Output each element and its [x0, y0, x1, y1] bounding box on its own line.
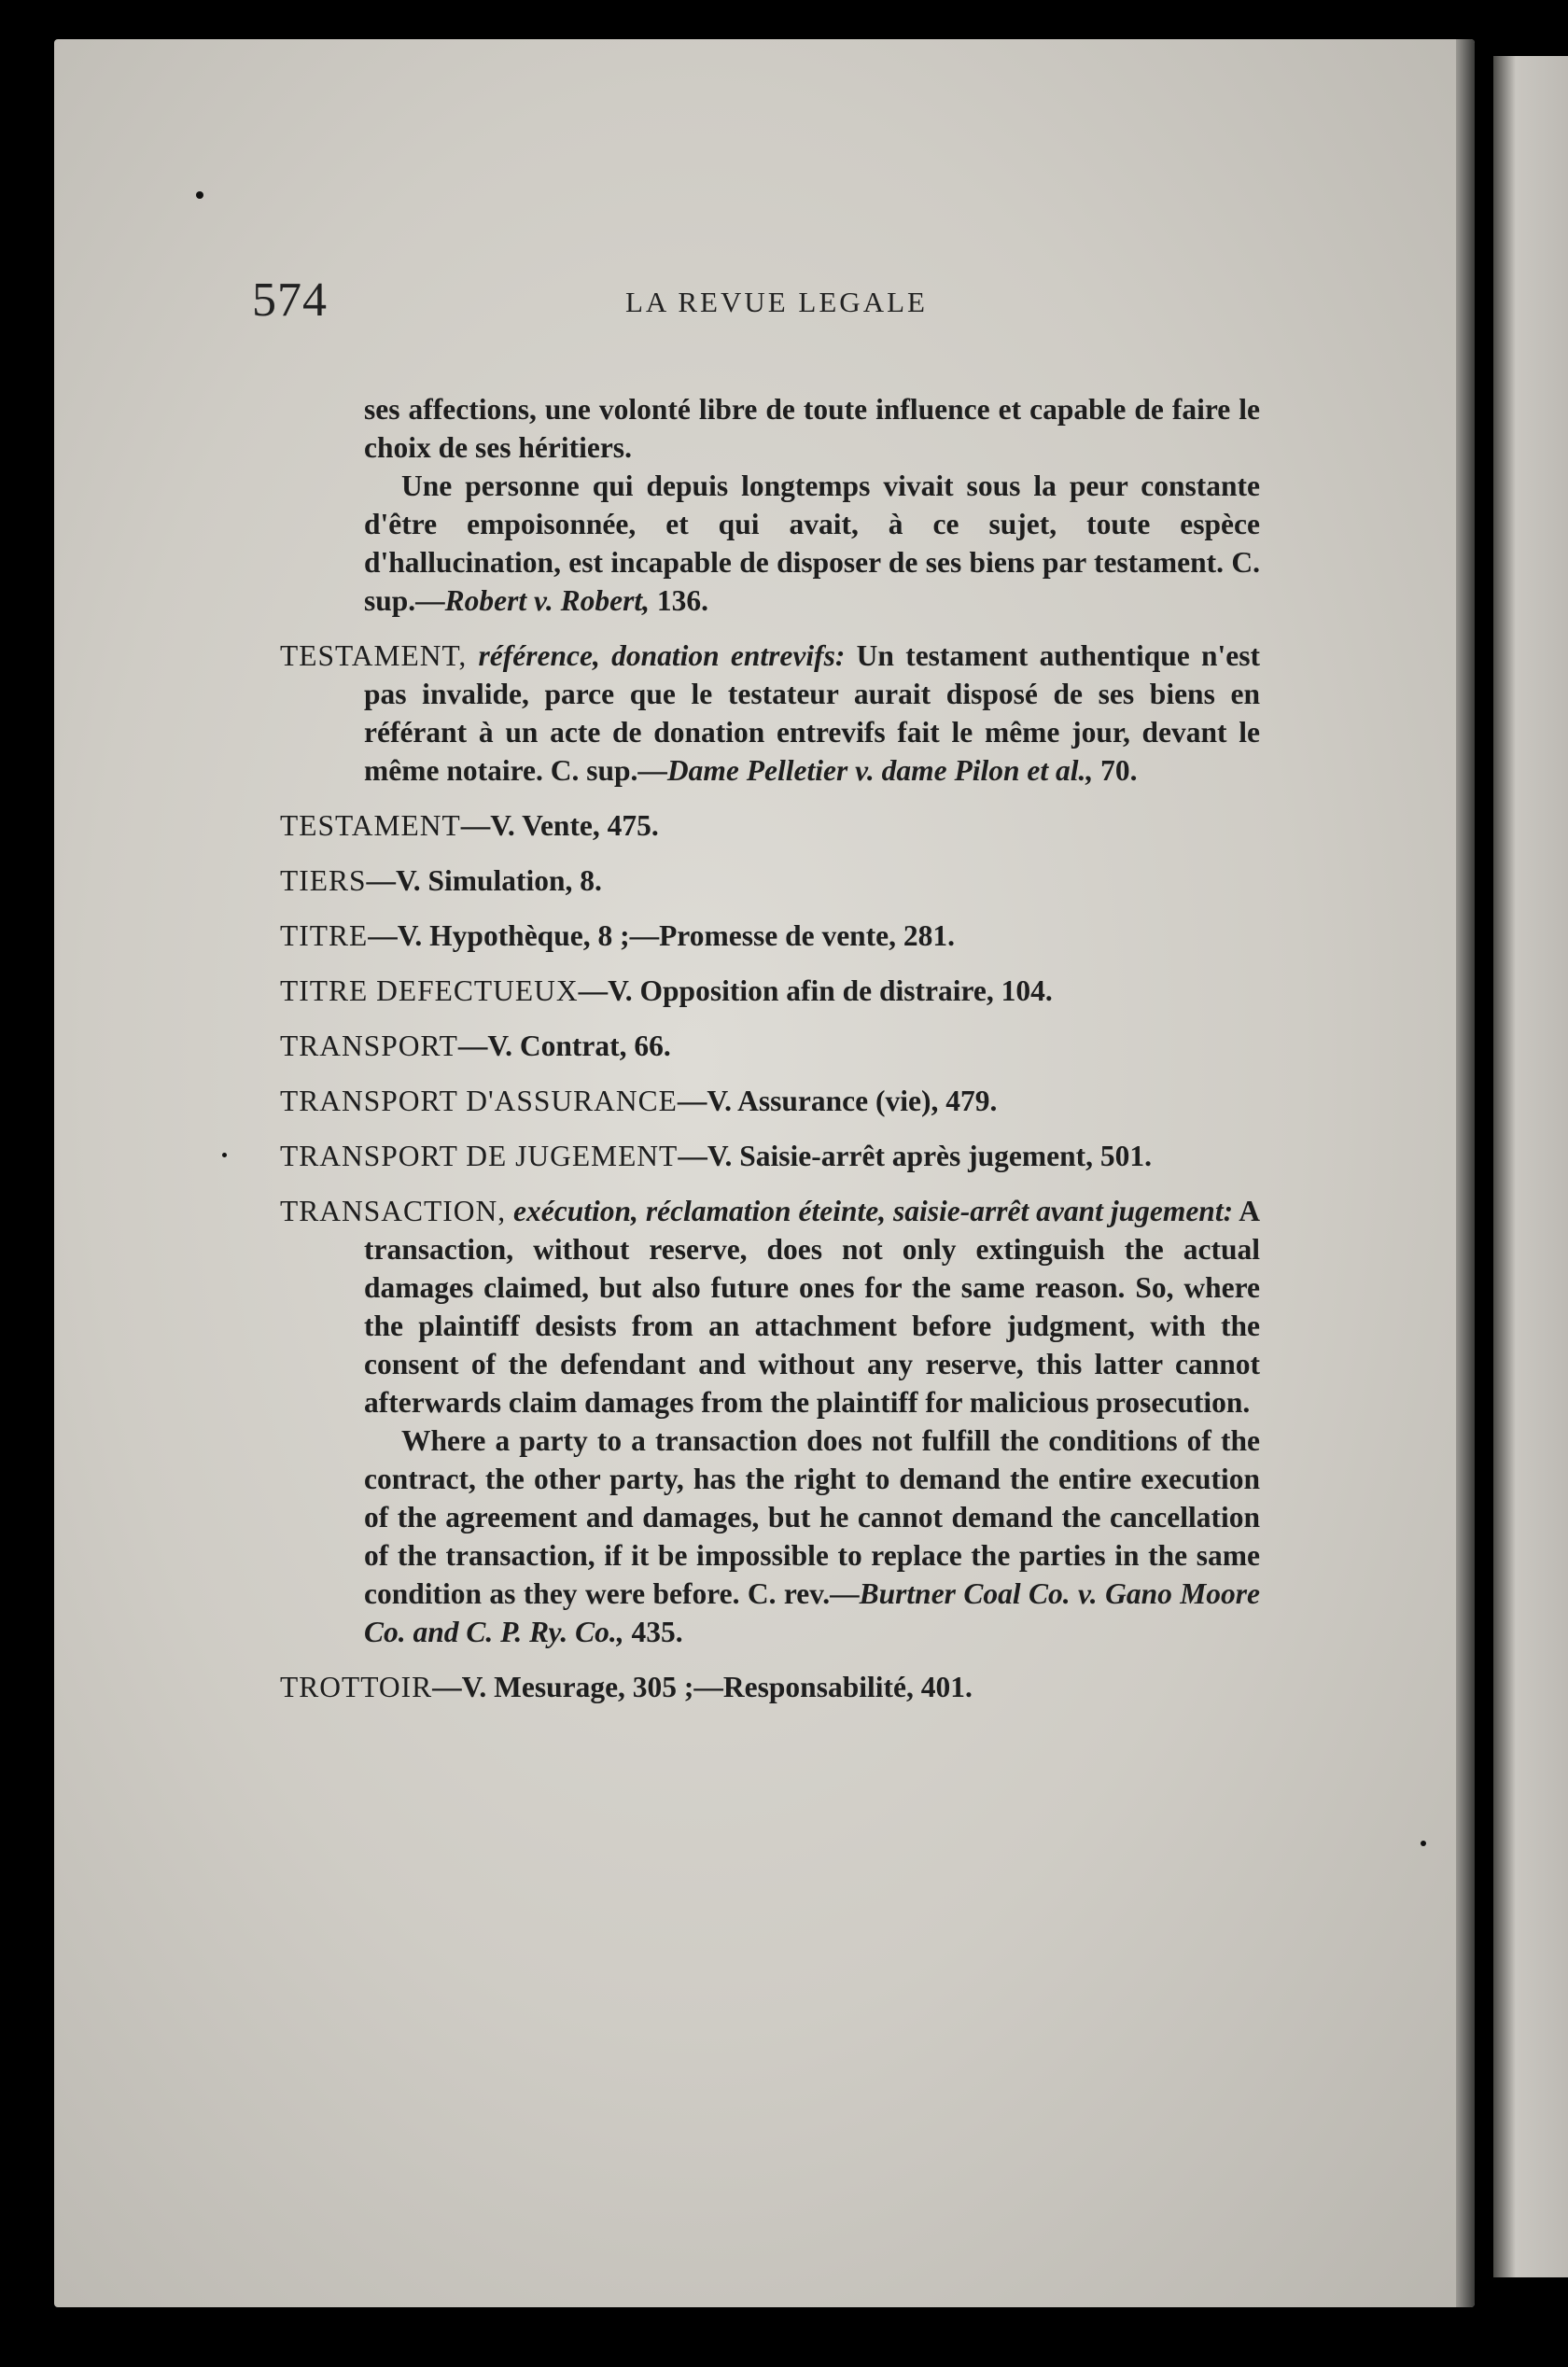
entry-text: —V. Opposition afin de distraire, 104.: [578, 974, 1053, 1007]
entry-text: Un testament authentique n'est pas invalide, parce que le testateur aurait disposé de ses biens en référant à un acte de donation entrevifs fait le même jour, devant le même notaire. C. sup.—: [364, 639, 1260, 787]
entry-heading: TRANSPORT D'ASSURANCE: [280, 1085, 678, 1117]
entry-heading: TITRE: [280, 919, 369, 952]
page-number: 574: [252, 273, 328, 327]
entry-heading: TRANSPORT DE JUGEMENT: [280, 1140, 679, 1172]
index-entry-transaction: [280, 1192, 1260, 1422]
entry-heading: TIERS: [280, 864, 367, 897]
entry-text: —V. Hypothèque, 8 ;—Promesse de vente, 281.: [368, 919, 956, 952]
index-body: [280, 390, 1260, 1723]
entry-heading: TRANSPORT: [280, 1029, 458, 1062]
running-title: LA REVUE LEGALE: [625, 286, 928, 318]
continued-entry: [280, 390, 1260, 620]
entry-text: —V. Assurance (vie), 479.: [677, 1085, 998, 1117]
index-entry-trottoir: [280, 1668, 1260, 1706]
dust-speck: [196, 191, 203, 199]
entry-heading: TESTAMENT,: [280, 639, 468, 672]
entry-text: A transaction, without reserve, does not only extinguish the actual damages claimed, but also future ones for the same reason. So, where the plaintiff desists from an attachment before judgment, with the consent of the defendant and without any reserve, this latter cannot afterwards claim damages from the plaintiff for malicious prosecution.: [364, 1195, 1261, 1419]
entry-heading: TITRE DEFECTUEUX: [280, 974, 579, 1007]
index-entry-testament: [280, 806, 1260, 845]
entry-heading: TRANSACTION,: [280, 1195, 507, 1227]
entry-subheading: référence, donation entrevifs:: [467, 639, 846, 672]
index-entry-transport: [280, 1027, 1260, 1065]
entry-text: —V. Mesurage, 305 ;—Responsabilité, 401.: [432, 1671, 973, 1703]
entry-heading: TESTAMENT: [280, 809, 461, 842]
index-entry-transport-assurance: [280, 1082, 1260, 1120]
entry-text: —V. Contrat, 66.: [457, 1029, 671, 1062]
entry-heading: TROTTOIR: [280, 1671, 433, 1703]
index-entry-testament-reference: TESTAMENT, référence, donation entrevifs: Un testament authentique n'est pas invalide, parce que le testateur aurait disposé de ses biens en référant à un acte de donation entrevifs fait le même jour, devant le même notaire. C. sup.—Dame Pelletier v. dame Pilon et al., 70.: [280, 639, 1260, 787]
index-entry-titre: [280, 917, 1260, 955]
entry-text: —V. Vente, 475.: [460, 809, 659, 842]
page-gutter-shadow: [1456, 39, 1475, 2307]
entry-text: —V. Simulation, 8.: [366, 864, 602, 897]
index-entry-titre-defectueux: [280, 972, 1260, 1010]
facing-page-edge: [1493, 56, 1568, 2277]
entry-text: —V. Saisie-arrêt après jugement, 501.: [678, 1140, 1153, 1172]
index-entry-transport-jugement: [280, 1137, 1260, 1175]
case-citation: Burtner Coal Co. v. Gano Moore Co. and C. P. Ry. Co.,: [364, 1577, 1260, 1648]
transaction-paragraph-2: Where a party to a transaction does not fulfill the conditions of the contract, the other party, has the right to demand the entire execution of the agreement and damages, but he cannot demand the cancellation of the transaction, if it be impossible to replace the parties in the same condition as they were before. C. rev.—Burtner Coal Co. v. Gano Moore Co. and C. P. Ry. Co., 435.: [364, 1424, 1260, 1648]
continued-paragraph-2: Une personne qui depuis longtemps vivait sous la peur constante d'être empoisonnée, et qui avait, à ce sujet, toute espèce d'hallucination, est incapable de disposer de ses biens par testament. C. sup.—Robert v. Robert, 136.: [364, 469, 1260, 617]
index-entry-tiers: [280, 861, 1260, 900]
case-citation: Dame Pelletier v. dame Pilon et al.,: [666, 754, 1094, 787]
dust-speck: [1421, 1841, 1426, 1846]
page-header: [252, 273, 1232, 338]
continued-paragraph-1: ses affections, une volonté libre de toute influence et capable de faire le choix de ses héritiers.: [364, 393, 1260, 464]
entry-subheading: exécution, réclamation éteinte, saisie-arrêt avant jugement:: [506, 1195, 1234, 1227]
case-citation: Robert v. Robert,: [444, 584, 650, 617]
dust-speck: [222, 1153, 227, 1157]
